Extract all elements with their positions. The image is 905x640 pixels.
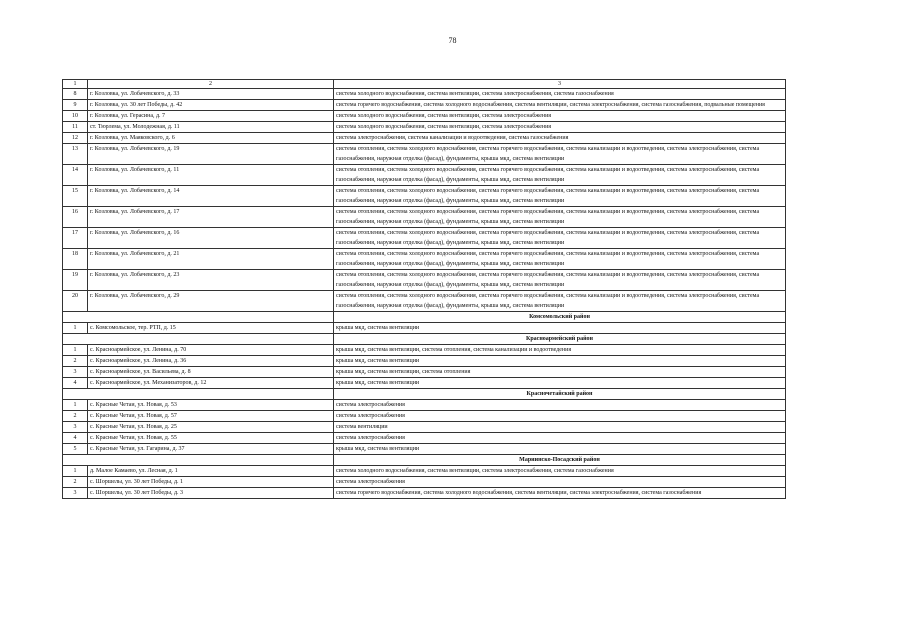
- district-spacer: [63, 389, 334, 400]
- table-row: [63, 111, 786, 122]
- table-row: [63, 133, 786, 144]
- table-row: [63, 477, 786, 488]
- row-number: 14: [63, 165, 88, 186]
- row-address: с. Красные Четаи, ул. Новая, д. 55: [88, 433, 334, 444]
- page-number: 78: [448, 36, 457, 45]
- row-works: система отопления, система холодного водоснабжения, система горячего водоснабжения, система канализации и водоотведения, система электроснабжения, система газоснабжения, наружная отделка (фасад), фундаменты, крыша мкд, система вентиляции: [334, 165, 786, 186]
- row-number: 19: [63, 270, 88, 291]
- district-row: [63, 455, 786, 466]
- repair-works-table: [62, 79, 786, 499]
- row-number: 2: [63, 356, 88, 367]
- row-address: г. Козловка, ул. Лобачевского, д. 11: [88, 165, 334, 186]
- row-number: 1: [63, 400, 88, 411]
- row-address: г. Козловка, ул. Лобачевского, д. 14: [88, 186, 334, 207]
- row-works: система вентиляции: [334, 422, 786, 433]
- table-row: [63, 378, 786, 389]
- table-row: [63, 186, 786, 207]
- row-address: с. Красноармейское, ул. Механизаторов, д. 12: [88, 378, 334, 389]
- district-name: Красноармейский район: [334, 334, 786, 345]
- table-row: [63, 488, 786, 499]
- district-spacer: [63, 455, 334, 466]
- row-address: г. Козловка, ул. Лобачевского, д. 17: [88, 207, 334, 228]
- district-spacer: [63, 312, 334, 323]
- table-row: [63, 228, 786, 249]
- table-row: [63, 433, 786, 444]
- row-number: 2: [63, 477, 88, 488]
- row-works: система холодного водоснабжения, система вентиляции, система электроснабжения, система газоснабжения: [334, 466, 786, 477]
- row-works: система горячего водоснабжения, система холодного водоснабжения, система вентиляции, система электроснабжения, система газоснабжения, подвальные помещения: [334, 100, 786, 111]
- row-works: система электроснабжения: [334, 477, 786, 488]
- row-number: 3: [63, 488, 88, 499]
- row-number: 9: [63, 100, 88, 111]
- table-row: [63, 144, 786, 165]
- table-row: [63, 345, 786, 356]
- row-number: 16: [63, 207, 88, 228]
- row-works: крыша мкд, система вентиляции, система отопления, система канализации и водоотведения: [334, 345, 786, 356]
- district-spacer: [63, 334, 334, 345]
- row-number: 11: [63, 122, 88, 133]
- table-row: [63, 411, 786, 422]
- row-works: система холодного водоснабжения, система вентиляции, система электроснабжения, система газоснабжения: [334, 89, 786, 100]
- row-works: система отопления, система холодного водоснабжения, система горячего водоснабжения, система канализации и водоотведения, система электроснабжения, система газоснабжения, наружная отделка (фасад), фундаменты, крыша мкд, система вентиляции: [334, 291, 786, 312]
- row-number: 12: [63, 133, 88, 144]
- row-address: г. Козловка, ул. Лобачевского, д. 23: [88, 270, 334, 291]
- row-number: 2: [63, 411, 88, 422]
- row-address: с. Комсомольское, тер. РТП, д. 15: [88, 323, 334, 334]
- header-col-number: 1: [63, 80, 88, 89]
- row-works: система отопления, система холодного водоснабжения, система горячего водоснабжения, система канализации и водоотведения, система электроснабжения, система газоснабжения, наружная отделка (фасад), фундаменты, крыша мкд, система вентиляции: [334, 144, 786, 165]
- row-works: система электроснабжения, система канализации и водоотведения, система газоснабжения: [334, 133, 786, 144]
- table-row: [63, 367, 786, 378]
- row-works: система горячего водоснабжения, система холодного водоснабжения, система вентиляции, система электроснабжения, система газоснабжения: [334, 488, 786, 499]
- row-address: с. Красноармейское, ул. Ленина, д. 36: [88, 356, 334, 367]
- row-number: 5: [63, 444, 88, 455]
- row-works: система холодного водоснабжения, система вентиляции, система электроснабжения: [334, 111, 786, 122]
- table-body: [63, 80, 786, 499]
- table-row: [63, 466, 786, 477]
- row-works: система отопления, система холодного водоснабжения, система горячего водоснабжения, система канализации и водоотведения, система электроснабжения, система газоснабжения, наружная отделка (фасад), фундаменты, крыша мкд, система вентиляции: [334, 228, 786, 249]
- table-row: [63, 323, 786, 334]
- row-address: с. Красные Четаи, ул. Гагарина, д. 37: [88, 444, 334, 455]
- row-address: с. Красные Четаи, ул. Новая, д. 25: [88, 422, 334, 433]
- row-number: 3: [63, 422, 88, 433]
- row-address: г. Козловка, ул. Герасина, д. 7: [88, 111, 334, 122]
- row-number: 4: [63, 378, 88, 389]
- row-works: система холодного водоснабжения, система вентиляции, система электроснабжения: [334, 122, 786, 133]
- row-works: система электроснабжения: [334, 411, 786, 422]
- row-address: г. Козловка, ул. Лобачевского, д. 19: [88, 144, 334, 165]
- row-number: 13: [63, 144, 88, 165]
- table-row: [63, 270, 786, 291]
- row-works: крыша мкд, система вентиляции: [334, 378, 786, 389]
- table-row: [63, 165, 786, 186]
- row-address: г. Козловка, ул. Маяковского, д. 6: [88, 133, 334, 144]
- row-number: 4: [63, 433, 88, 444]
- district-row: [63, 334, 786, 345]
- row-address: г. Козловка, ул. Лобачевского, д. 21: [88, 249, 334, 270]
- row-works: крыша мкд, система вентиляции, система отопления: [334, 367, 786, 378]
- row-address: с. Шоршелы, ул. 30 лет Победы, д. 3: [88, 488, 334, 499]
- district-name: Красночетайский район: [334, 389, 786, 400]
- row-number: 20: [63, 291, 88, 312]
- row-works: система отопления, система холодного водоснабжения, система горячего водоснабжения, система канализации и водоотведения, система электроснабжения, система газоснабжения, наружная отделка (фасад), фундаменты, крыша мкд, система вентиляции: [334, 270, 786, 291]
- row-works: система электроснабжения: [334, 433, 786, 444]
- row-number: 17: [63, 228, 88, 249]
- table-row: [63, 122, 786, 133]
- district-row: [63, 312, 786, 323]
- district-row: [63, 389, 786, 400]
- row-number: 8: [63, 89, 88, 100]
- row-number: 1: [63, 345, 88, 356]
- row-address: г. Козловка, ул. Лобачевского, д. 16: [88, 228, 334, 249]
- row-address: ст. Тюрлема, ул. Молодежная, д. 11: [88, 122, 334, 133]
- row-address: с. Красноармейское, ул. Ленина, д. 70: [88, 345, 334, 356]
- header-col-address: 2: [88, 80, 334, 89]
- row-number: 3: [63, 367, 88, 378]
- table-row: [63, 400, 786, 411]
- row-address: д. Малое Камаево, ул. Лесная, д. 1: [88, 466, 334, 477]
- table-row: [63, 89, 786, 100]
- table-row: [63, 249, 786, 270]
- row-works: крыша мкд, система вентиляции: [334, 323, 786, 334]
- row-number: 1: [63, 323, 88, 334]
- table-row: [63, 207, 786, 228]
- district-name: Мариинско-Посадский район: [334, 455, 786, 466]
- row-address: с. Шоршелы, ул. 30 лет Победы, д. 1: [88, 477, 334, 488]
- table-row: [63, 356, 786, 367]
- row-number: 15: [63, 186, 88, 207]
- row-address: г. Козловка, ул. 30 лет Победы, д. 42: [88, 100, 334, 111]
- row-works: крыша мкд, система вентиляции: [334, 356, 786, 367]
- row-works: крыша мкд, система вентиляции: [334, 444, 786, 455]
- table-row: [63, 422, 786, 433]
- row-address: с. Красные Четаи, ул. Новая, д. 53: [88, 400, 334, 411]
- table-row: [63, 100, 786, 111]
- table-row: [63, 444, 786, 455]
- row-works: система электроснабжения: [334, 400, 786, 411]
- row-number: 18: [63, 249, 88, 270]
- district-name: Комсомольский район: [334, 312, 786, 323]
- row-works: система отопления, система холодного водоснабжения, система горячего водоснабжения, система канализации и водоотведения, система электроснабжения, система газоснабжения, наружная отделка (фасад), фундаменты, крыша мкд, система вентиляции: [334, 207, 786, 228]
- row-works: система отопления, система холодного водоснабжения, система горячего водоснабжения, система канализации и водоотведения, система электроснабжения, система газоснабжения, наружная отделка (фасад), фундаменты, крыша мкд, система вентиляции: [334, 186, 786, 207]
- table-header-row: [63, 80, 786, 89]
- table-row: [63, 291, 786, 312]
- row-address: г. Козловка, ул. Лобачевского, д. 29: [88, 291, 334, 312]
- row-address: с. Красноармейское, ул. Васильева, д. 8: [88, 367, 334, 378]
- header-col-works: 3: [334, 80, 786, 89]
- row-works: система отопления, система холодного водоснабжения, система горячего водоснабжения, система канализации и водоотведения, система электроснабжения, система газоснабжения, наружная отделка (фасад), фундаменты, крыша мкд, система вентиляции: [334, 249, 786, 270]
- row-number: 1: [63, 466, 88, 477]
- row-address: г. Козловка, ул. Лобачевского, д. 33: [88, 89, 334, 100]
- row-address: с. Красные Четаи, ул. Новая, д. 57: [88, 411, 334, 422]
- row-number: 10: [63, 111, 88, 122]
